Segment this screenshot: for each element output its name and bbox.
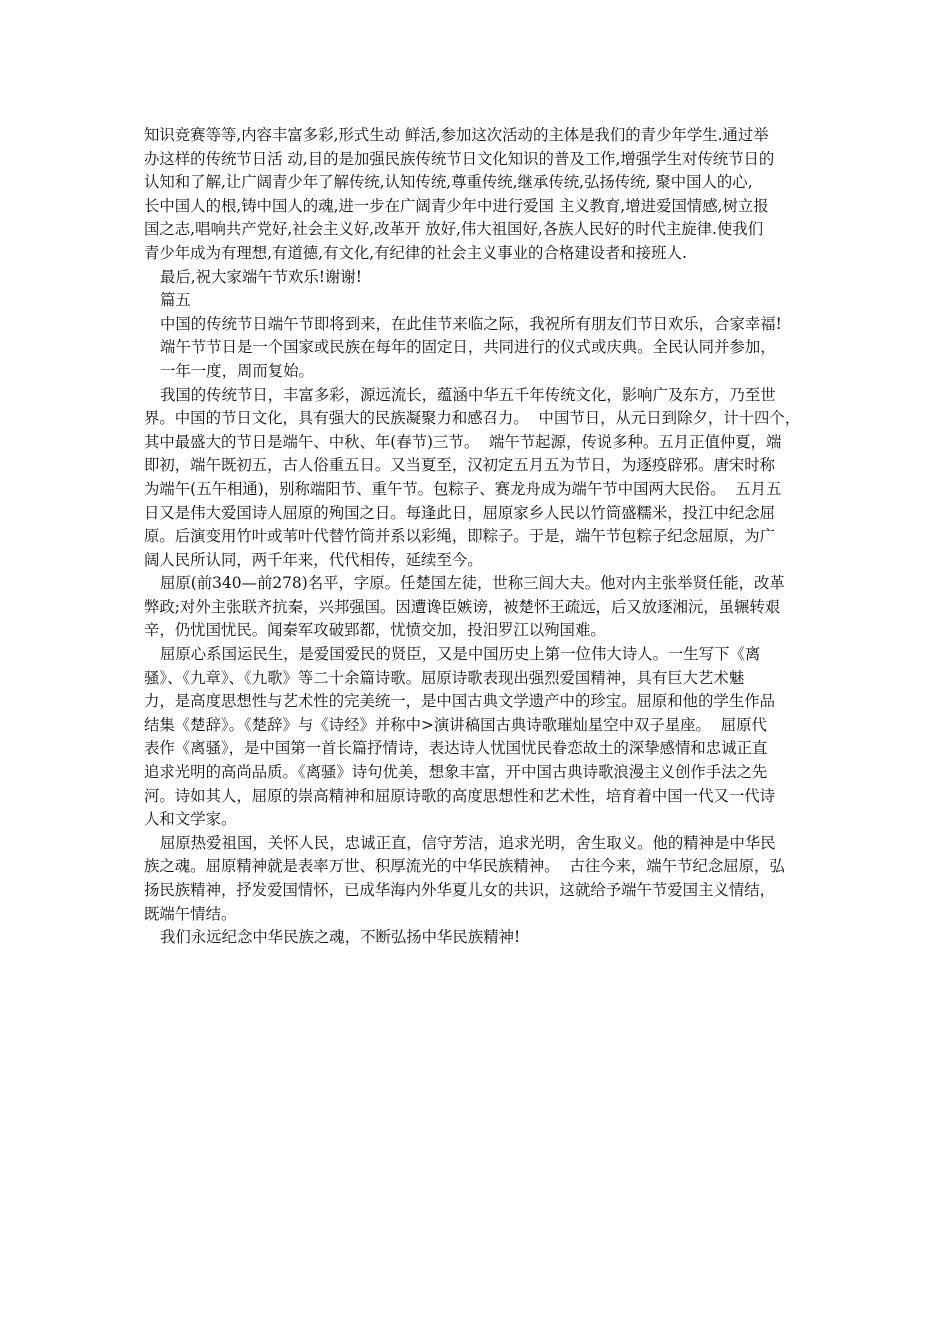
text-line: 人和文学家。 bbox=[144, 810, 237, 829]
text-line: 即初，端午既初五，古人俗重五日。又当夏至，汉初定五月五为节日，为逐疫辟邪。唐宋时称 bbox=[144, 456, 776, 475]
text-line: 屈原心系国运民生，是爱国爱民的贤臣，又是中国历史上第一位伟大诗人。一生写下《离 bbox=[160, 645, 761, 664]
text-line: 中国的传统节日端午节即将到来，在此佳节来临之际，我祝所有朋友们节日欢乐，合家幸福! bbox=[160, 314, 782, 333]
text-line: 端午节节日是一个国家或民族在每年的固定日，共同进行的仪式或庆典。全民认同并参加， bbox=[160, 338, 776, 357]
text-line: 扬民族精神，抒发爱国情怀，已成华海内外华夏儿女的共识，这就给予端午节爱国主义情结， bbox=[144, 881, 776, 899]
text-line: 其中最盛大的节日是端午、中秋、年(春节)三节。 端午节起源，传说多种。五月正值仲夏，端 bbox=[144, 432, 782, 451]
text-line: 表作《离骚》，是中国第一首长篇抒情诗，表达诗人忧国忧民眷恋故土的深挚感情和忠诚正直 bbox=[144, 739, 768, 758]
text-line: 青少年成为有理想,有道德,有文化,有纪律的社会主义事业的合格建设者和接班人. bbox=[144, 243, 687, 262]
text-line: 最后,祝大家端午节欢乐!谢谢! bbox=[160, 267, 362, 286]
text-line: 骚》、《九章》、《九歌》等二十余篇诗歌。屈原诗歌表现出强烈爱国精神，具有巨大艺术魅 bbox=[144, 668, 745, 687]
text-line: 追求光明的高尚品质。《离骚》诗句优美，想象丰富，开中国古典诗歌浪漫主义创作手法之先 bbox=[144, 763, 768, 782]
text-line: 我国的传统节日，丰富多彩，源远流长，蕴涵中华五千年传统文化，影响广及东方，乃至世 bbox=[160, 385, 776, 404]
text-line: 河。诗如其人，屈原的崇高精神和屈原诗歌的高度思想性和艺术性，培育着中国一代又一代诗 bbox=[144, 786, 776, 805]
document-body bbox=[144, 124, 806, 950]
text-line: 界。中国的节日文化，具有强大的民族凝聚力和感召力。 中国节日，从元日到除夕，计十四个， bbox=[144, 409, 801, 428]
text-line: 篇五 bbox=[160, 291, 191, 310]
text-line: 办这样的传统节日活 动,目的是加强民族传统节日文化知识的普及工作,增强学生对传统节日的 bbox=[144, 149, 775, 168]
text-line: 族之魂。屈原精神就是表率万世、积厚流光的中华民族精神。 古往今来，端午节纪念屈原，弘 bbox=[144, 857, 785, 876]
text-line: 知识竞赛等等,内容丰富多彩,形式生动 鲜活,参加这次活动的主体是我们的青少年学生.通过举 bbox=[144, 126, 769, 144]
text-line: 力，是高度思想性与艺术性的完美统一，是中国古典文学遗产中的珍宝。屈原和他的学生作品 bbox=[144, 692, 776, 711]
text-line: 辛，仍忧国忧民。闻秦军攻破郢都，忧愤交加，投汨罗江以殉国难。 bbox=[144, 621, 606, 640]
text-line: 日又是伟大爱国诗人屈原的殉国之日。每逢此日，屈原家乡人民以竹筒盛糯米，投江中纪念屈 bbox=[144, 503, 776, 522]
text-line: 既端午情结。 bbox=[144, 904, 237, 923]
text-line: 长中国人的根,铸中国人的魂,进一步在广阔青少年中进行爱国 主义教育,增进爱国情感,树立报 bbox=[144, 196, 769, 215]
text-line: 屈原(前340—前278)名平，字原。任楚国左徒，世称三闾大夫。他对内主张举贤任能，改革 bbox=[160, 574, 785, 593]
text-line: 结集《楚辞》。《楚辞》与《诗经》并称中>演讲稿国古典诗歌璀灿星空中双子星座。 屈原代 bbox=[144, 715, 767, 734]
text-line: 国之志,唱响共产党好,社会主义好,改革开 放好,伟大祖国好,各族人民好的时代主旋律.使我们 bbox=[144, 220, 764, 239]
text-line: 为端午(五午相通)，别称端阳节、重午节。包粽子、赛龙舟成为端午节中国两大民俗。 五月五 bbox=[144, 479, 782, 498]
text-line: 屈原热爱祖国，关怀人民，忠诚正直，信守芳洁，追求光明，舍生取义。他的精神是中华民 bbox=[160, 833, 776, 852]
text-line: 弊政;对外主张联齐抗秦，兴邦强国。因遭谗臣嫉谤，被楚怀王疏远，后又放逐湘沅，虽辗转艰 bbox=[144, 597, 781, 616]
text-line: 原。后演变用竹叶或苇叶代替竹筒并系以彩绳，即粽子。于是，端午节包粽子纪念屈原，为广 bbox=[144, 527, 776, 546]
text-line: 认知和了解,让广阔青少年了解传统,认知传统,尊重传统,继承传统,弘扬传统, 聚中国人的心, bbox=[144, 173, 753, 192]
text-line: 一年一度，周而复始。 bbox=[160, 361, 314, 380]
text-line: 我们永远纪念中华民族之魂，不断弘扬中华民族精神! bbox=[160, 928, 521, 947]
text-line: 阔人民所认同，两千年来，代代相传，延续至今。 bbox=[144, 550, 483, 569]
